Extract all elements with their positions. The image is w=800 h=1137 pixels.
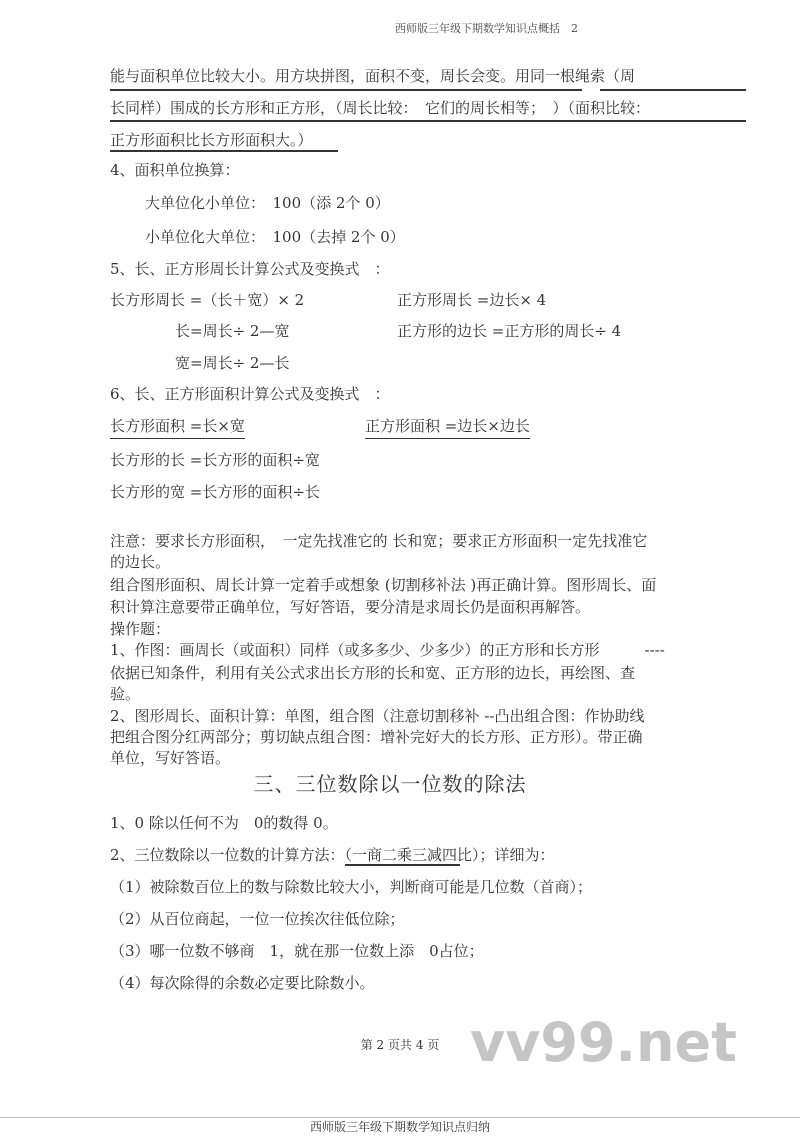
s3-item: （2）从百位商起，一位一位挨次往低位除； xyxy=(110,910,405,928)
underline xyxy=(345,864,460,866)
s6-r1: 正方形面积 =边长×边长 xyxy=(365,416,530,439)
page-header: 西师版三年级下期数学知识点概括 2 xyxy=(395,22,578,35)
note-line: 积计算注意要带正确单位，写好答语，要分清是求周长仍是面积再解答。 xyxy=(110,598,591,616)
s5-l3: 宽=周长÷ 2—长 xyxy=(175,354,290,372)
underline xyxy=(110,120,746,122)
s6-l2: 长方形的长 =长方形的面积÷宽 xyxy=(110,451,320,469)
s6-title: 6、长、正方形面积计算公式及变换式 ： xyxy=(110,385,390,403)
note-line: 1、作图：画周长（或面积）同样（或多多少、少多少）的正方形和长方形 ---- xyxy=(110,641,665,659)
s4-b: 小单位化大单位： 100（去掉 2个 0） xyxy=(145,228,405,246)
note-line: 的边长。 xyxy=(110,553,171,571)
intro-line-2: 长同样）围成的长方形和正方形，（周长比较： 它们的周长相等； ）（面积比较： xyxy=(110,99,651,117)
s3-item: （4）每次除得的余数必定要比除数小。 xyxy=(110,974,375,992)
intro-line-1: 能与面积单位比较大小。用方块拼图，面积不变，周长会变。用同一根绳索（周 xyxy=(110,67,636,85)
s3-item: 2、三位数除以一位数的计算方法：（一商二乘三减四比）；详细为： xyxy=(110,846,555,864)
s4-title: 4、面积单位换算： xyxy=(110,161,240,179)
underline xyxy=(600,89,746,91)
note-line: 2、图形周长、面积计算：单图，组合图（注意切割移补 --凸出组合图：作协助线 xyxy=(110,707,645,725)
note-line: 依据已知条件，利用有关公式求出长方形的长和宽、正方形的边长，再绘图、查 xyxy=(110,664,636,682)
note-line: 单位，写好答语。 xyxy=(110,749,231,767)
s6-l3: 长方形的宽 =长方形的面积÷长 xyxy=(110,483,320,501)
next-page-title: 西师版三年级下期数学知识点归纳 xyxy=(0,1117,800,1136)
intro-line-3: 正方形面积比长方形面积大。） xyxy=(110,131,313,149)
s5-l2: 长=周长÷ 2—宽 xyxy=(175,322,290,340)
s5-l1: 长方形周长 =（长＋宽）× 2 xyxy=(110,291,305,309)
s5-title: 5、长、正方形周长计算公式及变换式 ： xyxy=(110,260,390,278)
note-line: 验。 xyxy=(110,685,141,703)
s6-l1: 长方形面积 =长×宽 xyxy=(110,416,245,439)
s5-r1: 正方形周长 =边长× 4 xyxy=(397,291,547,309)
underline xyxy=(110,89,582,91)
s3-item: （3）哪一位数不够商 1，就在那一位数上添 0占位； xyxy=(110,942,484,960)
note-line: 把组合图分红两部分；剪切缺点组合图：增补完好大的长方形、正方形）。带正确 xyxy=(110,728,643,746)
underline xyxy=(110,150,338,152)
note-line: 操作题： xyxy=(110,620,171,638)
s3-item: （1）被除数百位上的数与除数比较大小，判断商可能是几位数（首商）； xyxy=(110,878,593,896)
section-heading: 三、三位数除以一位数的除法 xyxy=(253,772,527,796)
s5-r2: 正方形的边长 =正方形的周长÷ 4 xyxy=(397,322,622,340)
note-line: 组合图形面积、周长计算一定着手或想象 (切割移补法 )再正确计算。图形周长、面 xyxy=(110,576,657,594)
note-line: 注意：要求长方形面积， 一定先找准它的 长和宽；要求正方形面积一定先找准它 xyxy=(110,532,648,550)
page-number: 第 2 页共 4 页 xyxy=(360,1038,440,1052)
s4-a: 大单位化小单位： 100（添 2个 0） xyxy=(145,194,390,212)
s3-item: 1、0 除以任何不为 0的数得 0。 xyxy=(110,814,338,832)
watermark: vv99.net xyxy=(470,1011,737,1074)
